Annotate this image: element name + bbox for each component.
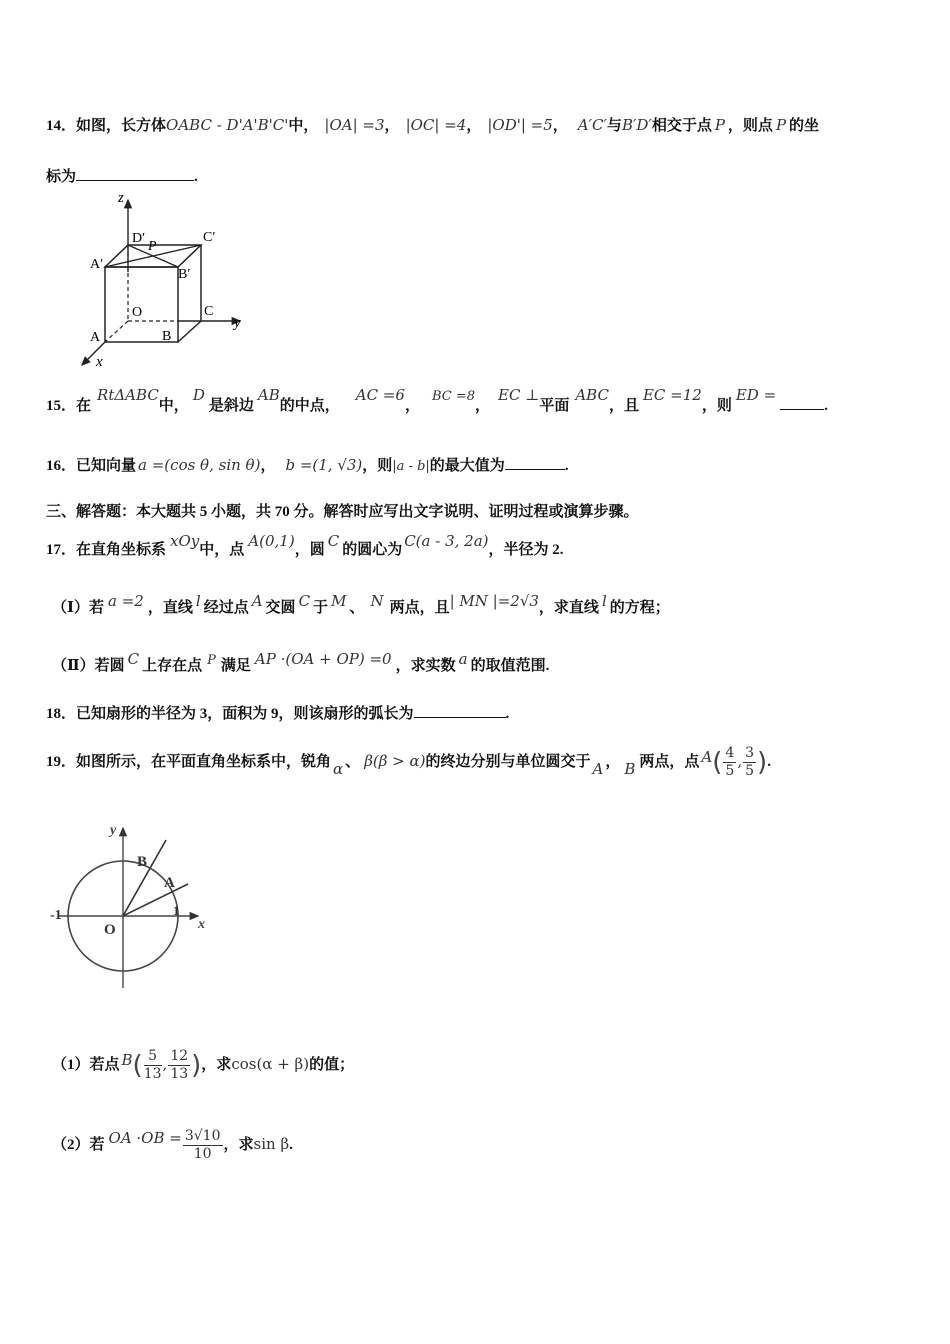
q17-text: ，半径为 2. — [488, 542, 564, 558]
q15-math-ec2: EC =12 — [642, 386, 702, 404]
q19-comma: , — [162, 1054, 168, 1073]
q15-math-abc: ABC — [575, 386, 609, 404]
q17-part2-label: （Ⅱ）若圆 — [52, 658, 125, 674]
q17-text: ，求直线 — [538, 600, 599, 616]
q19-text: 、 — [345, 753, 361, 770]
q19-text: ， — [605, 753, 621, 770]
q19-math-beta: β(β > α) — [364, 751, 426, 770]
q15-sep: ， — [404, 398, 420, 414]
q19-text: ，求 — [223, 1136, 254, 1153]
q14-text: ，则点 — [727, 118, 773, 134]
q15-math-rt: RtΔABC — [97, 386, 159, 404]
q15-math-ac: AC =6 — [355, 386, 405, 404]
q14-sep: ， — [466, 118, 482, 134]
label-a: A — [90, 330, 101, 345]
q18-end: . — [505, 706, 510, 722]
q14-math-ac: A′C′ — [577, 116, 607, 134]
label-o: O — [132, 305, 143, 320]
q14-line1 — [46, 114, 819, 135]
q15-text: 是斜边 — [208, 398, 254, 414]
q14-math-od: |OD'| =5 — [487, 116, 553, 134]
q17-math-xoy: xOy — [170, 532, 200, 550]
q17-math-a3: a — [458, 650, 468, 668]
q19-part1 — [52, 1048, 354, 1083]
q14-math-p: P — [714, 116, 725, 134]
q15-number: 15． — [46, 398, 77, 414]
q19-text: ，求 — [201, 1056, 232, 1073]
q14-sep: ， — [552, 118, 568, 134]
q15-text: 在 — [76, 398, 92, 414]
q18-line — [46, 702, 509, 723]
q17-math-l: l — [601, 592, 607, 610]
q19-part2-label: （2）若 — [52, 1136, 105, 1153]
q17-math-eq: AP ·(OA + OP) =0 — [254, 650, 392, 668]
fraction — [723, 745, 736, 780]
q16-number: 16． — [46, 458, 77, 474]
q19-math-B: B — [624, 759, 636, 778]
fraction — [168, 1048, 190, 1083]
paren-left: ( — [712, 747, 723, 778]
q17-part1 — [52, 592, 670, 617]
q17-text: ，圆 — [294, 542, 325, 558]
label-z: z — [118, 190, 124, 206]
label-1: 1 — [173, 903, 180, 918]
paren-right: ) — [191, 1050, 202, 1081]
label-x: x — [198, 917, 205, 932]
fraction — [144, 1048, 162, 1083]
q16-math-ab: |a - b| — [392, 459, 430, 474]
q14-text: 的坐 — [789, 118, 820, 134]
numerator: 3 — [745, 745, 755, 761]
answer-blank[interactable] — [414, 703, 506, 718]
q19-math-alpha: α — [333, 759, 344, 778]
q19-text: 的值； — [309, 1056, 355, 1073]
q17-text: 的方程； — [609, 600, 670, 616]
label-y: y — [234, 315, 241, 331]
q19-math-A: A — [592, 759, 604, 778]
answer-blank[interactable] — [780, 395, 824, 410]
numerator: 5 — [144, 1048, 162, 1066]
q18-text: 已知扇形的半径为 3，面积为 9，则该扇形的弧长为 — [76, 706, 414, 722]
q17-math-c: C — [327, 532, 340, 550]
q19-end: . — [767, 753, 771, 770]
q14-end: . — [194, 169, 198, 185]
q17-math-C: C — [127, 650, 140, 668]
label-b: B — [162, 329, 172, 344]
q17-text: 交圆 — [265, 600, 296, 616]
q14-math-bd: B′D′ — [621, 116, 652, 134]
q15-text: 平面 — [539, 398, 570, 414]
q19-math-cos: cos(α + β) — [231, 1054, 310, 1073]
label-b: B — [137, 854, 148, 870]
q15-text: ，则 — [701, 398, 732, 414]
q17-text: 的圆心为 — [342, 542, 403, 558]
q14-sep: ， — [384, 118, 400, 134]
q17-math-l: l — [195, 592, 201, 610]
q17-math-A: A — [251, 592, 263, 610]
q15-math-bc: BC =8 — [431, 389, 475, 404]
q19-math-Apoint: A — [701, 747, 713, 766]
paren-left: ( — [132, 1050, 143, 1081]
denominator: 13 — [143, 1066, 162, 1082]
q19-text: 两点，点 — [639, 753, 700, 770]
q16-text: ，则 — [362, 458, 393, 474]
q15-sep: ， — [475, 398, 491, 414]
q15-math-ec: EC ⊥ — [498, 386, 540, 404]
label-x: x — [96, 354, 103, 370]
q16-text: 已知向量 — [76, 458, 137, 474]
q17-line — [46, 532, 564, 559]
numerator: 3√10 — [184, 1128, 221, 1144]
right-edge — [178, 321, 201, 342]
label-y: y — [110, 823, 117, 838]
q16-sep: ， — [260, 458, 276, 474]
q19-part2 — [52, 1128, 293, 1163]
numerator: 12 — [170, 1048, 189, 1064]
figure-q19-unit-circle — [48, 818, 218, 993]
q17-text: 的取值范围. — [470, 658, 550, 674]
paren-right: ) — [757, 747, 768, 778]
q17-math-M: M — [331, 592, 347, 610]
label-p: P — [148, 239, 157, 254]
q19-comma: , — [737, 751, 743, 770]
q17-text: 两点，且 — [389, 600, 450, 616]
q19-end: . — [289, 1136, 293, 1153]
denominator: 5 — [745, 763, 755, 779]
q15-line — [46, 386, 828, 415]
q17-math-C: C — [298, 592, 311, 610]
q19-line — [46, 745, 771, 780]
numerator: 4 — [725, 745, 735, 761]
q17-text: 中，点 — [199, 542, 245, 558]
section-header: 三、解答题：本大题共 5 小题，共 70 分。解答时应写出文字说明、证明过程或演算步骤。 — [46, 504, 639, 520]
q16-end: . — [564, 458, 569, 474]
answer-blank[interactable] — [505, 455, 565, 470]
q17-text: 、 — [349, 600, 365, 616]
q16-text: 的最大值为 — [429, 458, 505, 474]
q14-math-oa: |OA| =3 — [324, 116, 385, 134]
q19-math-sin: sin β — [253, 1134, 290, 1153]
q17-math-center: C(a - 3, 2a) — [404, 532, 489, 550]
q14-text: 与 — [606, 118, 622, 134]
q15-text: ，且 — [608, 398, 639, 414]
q19-text: 的终边分别与单位圆交于 — [425, 753, 591, 770]
q14-math-box: OABC - D'A'B'C' — [166, 116, 289, 134]
q17-math-a: A(0,1) — [248, 532, 295, 550]
denominator: 10 — [193, 1146, 212, 1162]
q17-math-P: P — [207, 653, 216, 668]
q14-text: 相交于点 — [651, 118, 712, 134]
q17-text: ，求实数 — [395, 658, 456, 674]
q19-math-B: B — [121, 1050, 133, 1069]
label-b1: B′ — [178, 267, 191, 282]
q17-text: 上存在点 — [142, 658, 203, 674]
q15-text: 中， — [158, 398, 189, 414]
q15-math-ed: ED = — [735, 386, 777, 404]
denominator: 13 — [170, 1066, 189, 1082]
q19-part1-label: （1）若点 — [52, 1056, 120, 1073]
q17-text: 在直角坐标系 — [76, 542, 167, 558]
figure-q14-box — [70, 190, 260, 370]
q17-math-a2: a =2 — [108, 592, 144, 610]
q17-number: 17． — [46, 542, 77, 558]
q18-number: 18． — [46, 706, 77, 722]
q16-math-b: b =(1, √3) — [285, 456, 363, 474]
q17-text: 于 — [313, 600, 329, 616]
q16-math-a: a =(cos θ, sin θ) — [138, 456, 261, 474]
q16-line — [46, 454, 569, 475]
label-c: C — [204, 304, 214, 319]
q15-math-ab: AB — [257, 386, 280, 404]
q14-text: 标为 — [46, 169, 77, 185]
q15-math-d: D — [192, 386, 205, 404]
label-a: A — [164, 875, 175, 891]
hidden-edge — [105, 321, 128, 342]
q19-number: 19． — [46, 753, 77, 770]
q17-part1-label: （Ⅰ）若 — [52, 600, 105, 616]
q15-end: . — [824, 398, 828, 414]
q17-text: 经过点 — [203, 600, 249, 616]
q17-math-mn: | MN |=2√3 — [449, 592, 539, 610]
q14-line2 — [46, 165, 198, 186]
label-c1: C′ — [203, 230, 216, 245]
q17-math-N: N — [370, 592, 384, 610]
q17-text: 满足 — [220, 658, 251, 674]
fraction — [743, 745, 756, 780]
fraction — [183, 1128, 223, 1163]
q15-text: 的中点， — [279, 398, 340, 414]
label-o: O — [104, 922, 116, 938]
q14-text: 如图，长方体 — [76, 118, 167, 134]
q14-text: 中， — [288, 118, 319, 134]
q17-text: ，直线 — [147, 600, 193, 616]
answer-blank[interactable] — [76, 166, 194, 181]
q19-text: 如图所示，在平面直角坐标系中，锐角 — [76, 753, 332, 770]
q19-math-dot: OA ·OB = — [108, 1128, 182, 1147]
label-a1: A′ — [90, 257, 104, 272]
q14-math-oc: |OC| =4 — [405, 116, 467, 134]
q17-part2 — [52, 650, 550, 675]
denominator: 5 — [725, 763, 735, 779]
label-neg1: -1 — [50, 908, 62, 923]
q14-math-p: P — [775, 116, 787, 134]
q14-number: 14． — [46, 118, 77, 134]
label-d1: D′ — [132, 231, 146, 246]
